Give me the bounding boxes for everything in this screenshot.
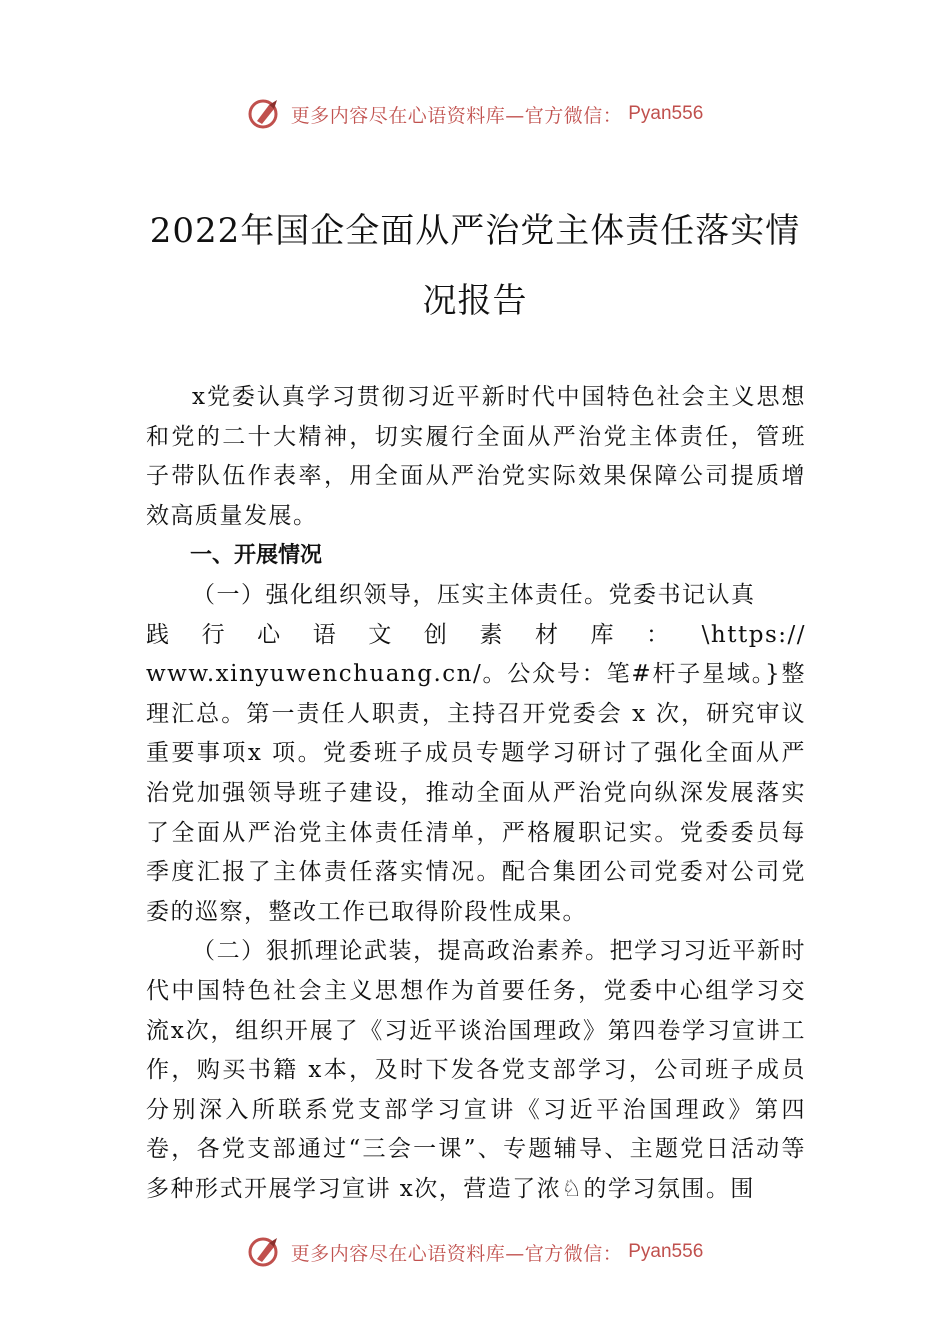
intro-paragraph: x党委认真学习贯彻习近平新时代中国特色社会主义思想和党的二十大精神，切实履行全面从严治党主体责任，管班子带队伍作表率，用全面从严治党实际效果保障公司提质增效高质量发展。 xyxy=(146,384,806,529)
subsection-2-body: （二）狠抓理论武装，提高政治素养。把学习习近平新时代中国特色社会主义思想作为首要任务，党委中心组学习交流x次，组织开展了《习近平谈治国理政》第四卷学习宣讲工作，购买书籍 x本，及时下发各党支部学习，公司班子成员分别深入所联系党支部学习宣讲《习近平治国理政》第四卷，各党支部通过“三会一课”、专题辅导、主题党日活动等多种形式开展学习宣讲 x次，营造了浓♘的学习氛围。围 xyxy=(146,938,806,1202)
watermark-wechat-id: Pyan556 xyxy=(628,103,704,124)
footer-watermark xyxy=(0,1232,950,1272)
section-heading: 一、开展情况 xyxy=(190,543,323,569)
subsection-1-lead: （一）强化组织领导，压实主体责任。党委书记认真 xyxy=(192,581,756,608)
watermark-wechat-id: Pyan556 xyxy=(628,1241,704,1262)
title-line-2: 况报告 xyxy=(422,281,528,321)
watermark-text: 更多内容尽在心语资料库—官方微信： xyxy=(290,104,623,127)
title-line-1: 2022年国企全面从严治党主体责任落实情 xyxy=(149,211,801,251)
document-title xyxy=(130,196,820,336)
header-watermark xyxy=(0,94,950,134)
subsection-1-spread-line: 践行心语文创素材库：\https:// xyxy=(146,621,806,648)
pen-nib-logo-icon xyxy=(247,97,285,131)
subsection-1-body: www.xinyuwenchuang.cn/。公众号：笔#杆子星域。}整理汇总。第一责任人职责，主持召开党委会 x 次，研究审议重要事项x 项。党委班子成员专题学习研讨了强化全面从严治党加强领导班子建设，推动全面从严治党向纵深发展落实了全面从严治党主体责任清单，严格履职记实。党委委员每季度汇报了主体责任落实情况。配合集团公司党委对公司党委的巡察，整改工作已取得阶段性成果。 xyxy=(146,661,806,925)
document-body xyxy=(146,378,806,1209)
pen-nib-logo-icon xyxy=(247,1235,285,1269)
watermark-text: 更多内容尽在心语资料库—官方微信： xyxy=(290,1242,623,1265)
